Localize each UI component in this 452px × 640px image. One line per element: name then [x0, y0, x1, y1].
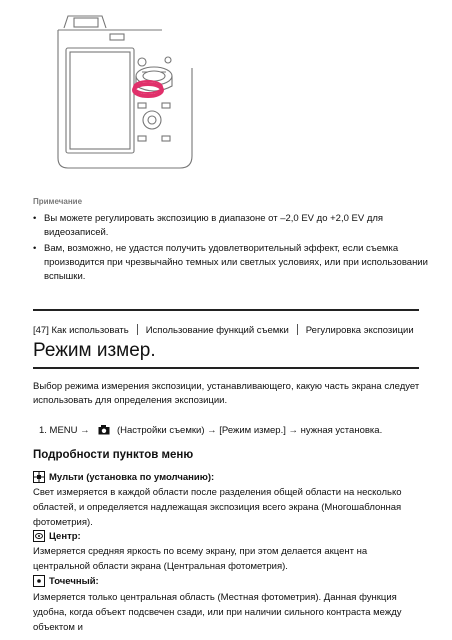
center-weighted-icon [33, 530, 45, 542]
camera-illustration [50, 8, 200, 176]
page-title: Режим измер. [33, 340, 156, 361]
menu-option-multi-desc: Свет измеряется в каждой области после разделения общей области на несколько областей, и определяется надлежащая экспозиция всего экрана (Многошаблонная фотометрия). [33, 487, 402, 528]
list-item: • Вам, возможно, не удастся получить удовлетворительный эффект, если съемка производится при чрезвычайно темных или светлых условиях, или при использовании вспышки. [33, 243, 428, 282]
menu-option-spot: Точечный: [33, 575, 99, 587]
camera-settings-icon [98, 424, 110, 435]
breadcrumb-item[interactable]: Регулировка экспозиции [305, 325, 414, 336]
menu-option-center-desc: Измеряется средняя яркость по всему экрану, при этом делается акцент на центральной области экрана (Центральная фотометрия). [33, 546, 368, 572]
section-divider [33, 309, 419, 311]
intro-text: Выбор режима измерения экспозиции, устанавливающего, какую часть экрана следует использовать для определения экспозиции. [33, 381, 420, 406]
breadcrumb-item[interactable]: [47] Как использовать [33, 325, 129, 336]
breadcrumb [33, 324, 414, 336]
menu-option-spot-desc: Измеряется только центральная область (Местная фотометрия). Данная функция удобна, когда объект подсвечен сзади, или при наличии сильного контраста между объектом и [33, 592, 402, 633]
breadcrumb-item[interactable]: Использование функций съемки [145, 325, 289, 336]
spot-metering-icon [33, 575, 45, 587]
menu-option-multi: Мульти (установка по умолчанию): [33, 471, 214, 483]
menu-option-center: Центр: [33, 530, 81, 542]
list-item: • Вы можете регулировать экспозицию в диапазоне от –2,0 EV до +2,0 EV для видеозаписей. [33, 213, 384, 238]
multi-metering-icon [33, 471, 45, 483]
note-list [33, 212, 428, 286]
menu-details-heading: Подробности пунктов меню [33, 449, 194, 461]
note-heading: Примечание [33, 197, 83, 206]
menu-step: 1. MENU → (Настройки съемки) → [Режим измер.] → нужная установка. [39, 425, 383, 436]
title-divider [33, 367, 419, 369]
